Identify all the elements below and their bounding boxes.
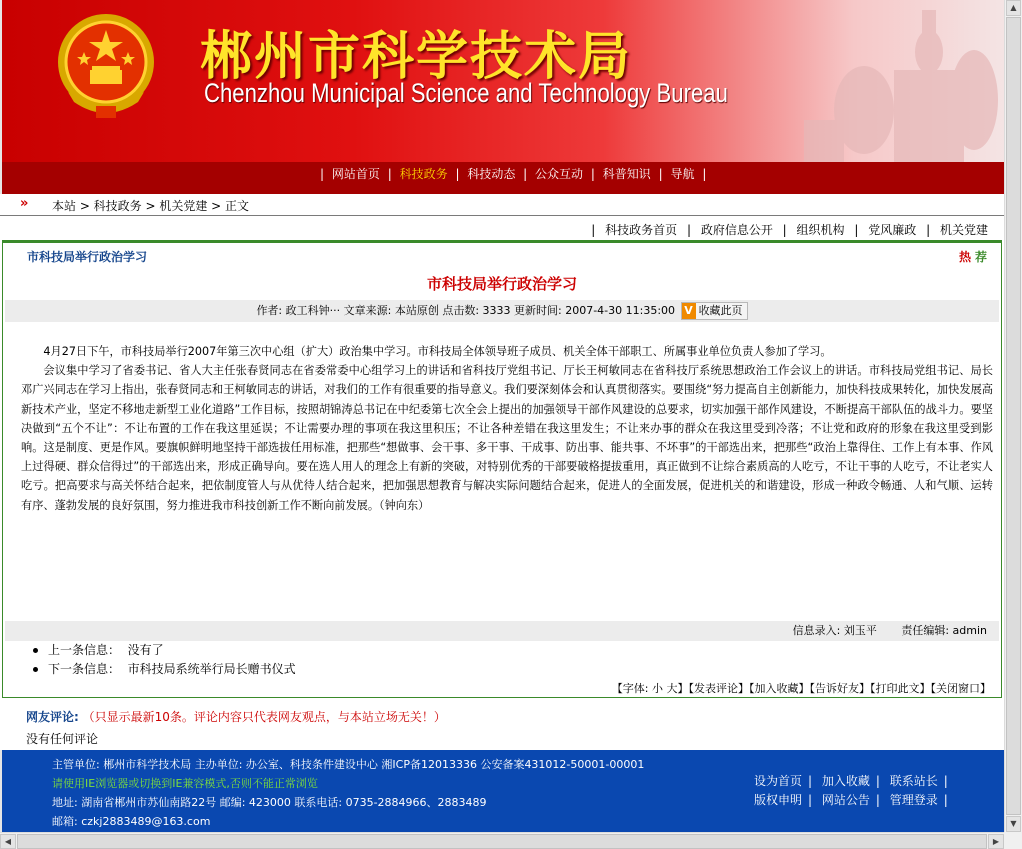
paragraph: 会议集中学习了省委书记、省人大主任张春贤同志在省委常委中心组学习上的讲话和省科技厅党组书记、厅长王柯敏同志在省科技厅系统思想政治工作会议上的讲话。市科技局党组书记、局长邓广兴同志在学习上指出，张春贤同志和王柯敏同志的讲话，对我们的工作有很重要的指导意义。我们要深刻体会和认真贯彻落实。要围绕“努力提高自主创新能力，加快科技成果转化，加快发展高新技术产业，坚定不移地走新型工业化道路”工作目标，按照胡锦涛总书记在中纪委第七次全会上提出的加强领导干部作风建设的总要求，切实加强干部作风建设，不断提高干部队伍的战斗力。要坚决做到“五个不让”：不让布置的工作在我这里延误；不让需要办理的事项在我这里积压；不让各种差错在我这里发生；不让来办事的群众在我这里受到冷落；不让党和政府的形象在我这里受到影响。这是制度、更是作风。要旗帜鲜明地坚持干部选拔任用标准，把那些“想做事、会干事、多干事、干成事、防出事、能共事、不坏事”的干部选出来，把那些“政治上靠得住、工作上有本事、作风上过得硬、群众信得过”的干部选出来，形成正确导向。要在选人用人的理念上有新的突破，对特别优秀的干部要破格提拔重用，真正做到不让综合素质高的人吃亏，不让干事的人吃亏，不让老实人吃亏。把高要求与高关怀结合起来，把依制度管人与从优待人结合起来，把加强思想教育与解决实际问题结合起来，促进人的全面发展，促进机关的和谐建设，形成一种政令畅通、人和气顺、运转有序、蓬勃发展的良好氛围，努力推进我市科技创新工作不断向前发展。（钟向东） [21,364,993,512]
breadcrumb-trail[interactable]: 本站 > 科技政务 > 机关党建 > 正文 [52,199,250,213]
info-entry: 信息录入: 刘玉平 [792,624,877,637]
double-arrow-icon: » [20,196,29,211]
article-info-row [5,621,999,641]
subnav-item-integrity[interactable]: 党风廉政 [868,223,917,237]
bullet-icon [33,667,38,672]
nav-separator: | [455,167,460,181]
footer-link-add-favorite[interactable]: 加入收藏 [821,774,870,788]
article-meta [5,300,999,322]
main-nav [0,162,1004,194]
footer-warning: 请使用IE浏览器或切换到IE兼容模式,否则不能正常浏览 [52,777,318,790]
scroll-right-icon[interactable]: ▶ [988,834,1004,849]
footer-line: 主管单位: 郴州市科学技术局 主办单位: 办公室、科技条件建设中心 湘ICP备12013336 公安备案431012-50001-00001 [52,758,645,771]
footer-link-notice[interactable]: 网站公告 [821,793,870,807]
header-banner [0,0,1004,162]
comments-note: （只显示最新10条。评论内容只代表网友观点，与本站立场无关！） [82,710,446,724]
article-meta-text: 作者: 政工科钟··· 文章来源: 本站原创 点击数: 3333 更新时间: 2007-4-30 11:35:00 [256,304,676,317]
scroll-down-icon[interactable]: ▼ [1006,816,1021,832]
subnav-separator: | [854,223,859,237]
info-editor: 责任编辑: admin [901,624,987,637]
nav-item-home[interactable]: 网站首页 [331,167,380,181]
subnav-separator: | [591,223,596,237]
sub-nav [585,221,988,238]
article-tools[interactable]: 【字体: 小 大】【发表评论】【加入收藏】【告诉好友】【打印此文】【关闭窗口】 [611,682,991,695]
subnav-item-gov-home[interactable]: 科技政务首页 [605,223,678,237]
nav-item-interaction[interactable]: 公众互动 [535,167,584,181]
nav-separator: | [590,167,595,181]
bullet-icon [33,648,38,653]
section-header [3,243,1001,269]
footer-link-set-home[interactable]: 设为首页 [754,774,803,788]
favorite-icon: V [682,303,696,319]
list-item [33,641,296,660]
list-item [33,660,296,679]
nav-separator: | [702,167,707,181]
scrollbar-corner [1004,832,1022,849]
subnav-separator: | [782,223,787,237]
next-label: 下一条信息： [48,662,121,676]
footer-link-contact[interactable]: 联系站长 [889,774,938,788]
hot-label: 热 [958,250,975,264]
footer-line: 邮箱: czkj2883489@163.com [52,815,211,828]
section-title: 市科技局举行政治学习 [27,250,148,264]
nav-separator: | [658,167,663,181]
subnav-item-party[interactable]: 机关党建 [939,223,988,237]
recommend-label: 荐 [974,250,991,264]
footer: 主管单位: 郴州市科学技术局 主办单位: 办公室、科技条件建设中心 湘ICP备12013336 公安备案431012-50001-00001 请使用IE浏览器或切换到IE兼容模式,否则不能正常浏览 地址: 湖南省郴州市苏仙南路22号 邮编: 423000 联系电话: 0735-2884966、2883489 邮箱: czkj2883489@163.com 设为首页 | 加入收藏 | 联系站长 | 版权申明 | 网站公告 | 管理登录 | [0,750,1004,832]
paragraph: 4月27日下午，市科技局举行2007年第三次中心组（扩大）政治集中学习。市科技局全体领导班子成员、机关全体干部职工、所属事业单位负责人参加了学习。 [43,345,832,358]
sculpture-decoration [744,0,1004,162]
article-body [21,342,993,515]
nav-item-guide[interactable]: 导航 [670,167,695,181]
article-title: 市科技局举行政治学习 [426,275,577,293]
comments-header [26,708,446,725]
breadcrumb [0,194,1004,216]
nav-separator: | [320,167,325,181]
scroll-left-icon[interactable]: ◀ [0,834,16,849]
prev-label: 上一条信息： [48,643,121,657]
next-link[interactable]: 市科技局系统举行局长赠书仪式 [127,662,296,676]
footer-link-copyright[interactable]: 版权申明 [754,793,803,807]
prev-next-list [33,641,296,679]
subnav-item-info-open[interactable]: 政府信息公开 [700,223,773,237]
vertical-scrollbar[interactable] [1004,0,1022,832]
subnav-item-org[interactable]: 组织机构 [796,223,845,237]
nav-item-news[interactable]: 科技动态 [467,167,516,181]
hot-recommend-label [959,248,991,265]
site-title-cn: 郴州市科学技术局 [200,27,633,87]
favorite-button[interactable] [681,302,748,320]
article-panel [2,243,1002,698]
comments-empty: 没有任何评论 [26,732,99,746]
prev-value: 没有了 [127,643,164,657]
national-emblem-icon [54,8,158,124]
comments-label: 网友评论: [26,710,79,724]
scroll-up-icon[interactable]: ▲ [1006,0,1021,16]
nav-item-gov-affairs[interactable]: 科技政务 [399,167,448,181]
subnav-separator: | [926,223,931,237]
nav-separator: | [387,167,392,181]
site-title-en: Chenzhou Municipal Science and Technology Bureau [204,78,728,108]
footer-link-admin-login[interactable]: 管理登录 [889,793,938,807]
nav-separator: | [523,167,528,181]
subnav-separator: | [686,223,691,237]
footer-line: 地址: 湖南省郴州市苏仙南路22号 邮编: 423000 联系电话: 0735-2884966、2883489 [52,796,487,809]
horizontal-scrollbar[interactable] [0,832,1004,849]
nav-item-science[interactable]: 科普知识 [602,167,651,181]
favorite-label: 收藏此页 [698,304,743,317]
scroll-thumb[interactable] [17,834,987,849]
scroll-thumb[interactable] [1006,17,1021,815]
